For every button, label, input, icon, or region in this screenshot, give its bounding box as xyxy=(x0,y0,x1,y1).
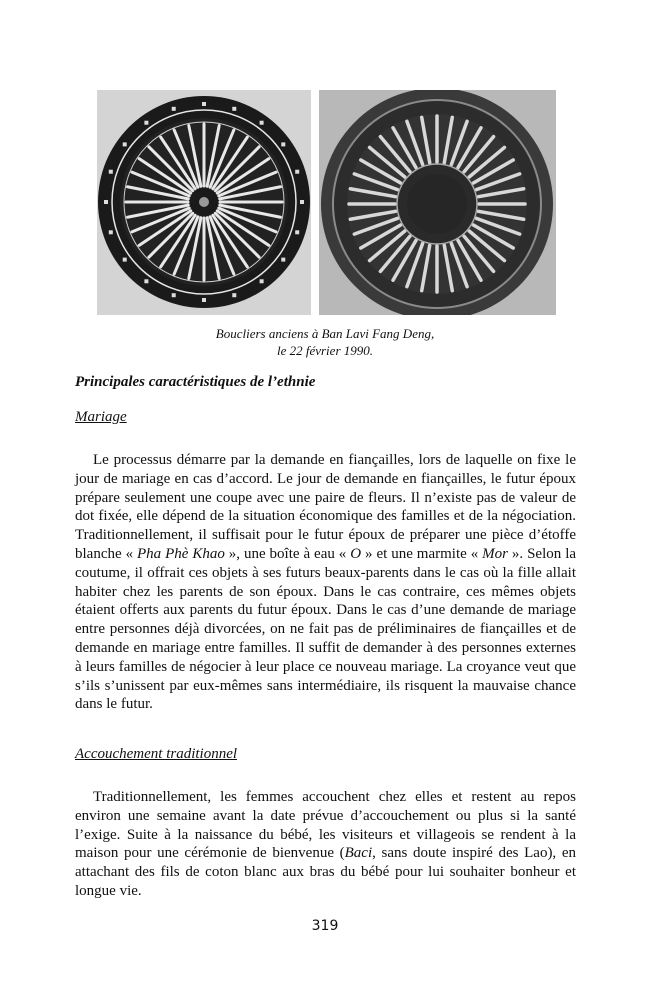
shield-photo-left xyxy=(97,90,311,315)
text-run: » et une marmite « xyxy=(361,545,483,562)
term-o: O xyxy=(350,545,362,562)
paragraph-mariage xyxy=(75,451,576,714)
shield-ornament xyxy=(295,230,299,234)
paragraph-accouchement xyxy=(75,788,576,901)
term-baci: Baci xyxy=(344,845,373,862)
text-run: Traditionnellement, les femmes accouchent chez elles et restent au repos environ une semaine avant la date prévue d’accouchement ou plus si la santé l’exige. Suite à la naissance du bébé, les visiteurs et villageois se rendent à la maison pour une cérémonie de bienvenue ( xyxy=(75,789,576,862)
shield-right-drawing xyxy=(319,90,556,315)
caption-line-2: le 22 février 1990. xyxy=(276,343,374,358)
shield-ornament xyxy=(104,200,108,204)
text-run: ». Selon la coutume, il offrait ces objets à ses futurs beaux-parents dans le cas où la fille allait habiter chez les parents de son époux. Dans le cas contraire, ces mêmes objets étaient offerts aux parents du futur époux. Dans le cas d’une demande de mariage entre personnes déjà divorcées, on ne fait pas de préliminaires de fiançailles et de demande en mariage entre familles. Il suffit de demander à des personnes externes à leurs familles de négocier à leur place ce nouveau mariage. La croyance veut que s’ils s’unissent par eux-mêmes sans intermédiaire, ils risquent la mauvaise chance dans le futur. xyxy=(75,545,577,713)
shield-ornament xyxy=(202,298,206,302)
figure-caption xyxy=(75,325,575,359)
shield-ornament xyxy=(144,121,148,125)
term-mor: Mor xyxy=(482,545,508,562)
shield-ornament xyxy=(123,258,127,262)
shield-ornament xyxy=(109,170,113,174)
page-number: 319 xyxy=(311,918,339,934)
shield-ornament xyxy=(172,107,176,111)
shield-ornament xyxy=(295,170,299,174)
shield-ornament xyxy=(281,142,285,146)
subheading-accouchement: Accouchement traditionnel xyxy=(75,746,238,762)
shield-ornament xyxy=(300,200,304,204)
shield-left-drawing xyxy=(97,90,311,315)
text-run: , sans doute inspiré des Lao), en attachant des fils de coton blanc aux bras du bébé pour lui souhaiter bonheur et longue vie. xyxy=(75,845,576,899)
shield-ornament xyxy=(172,293,176,297)
shield-ornament xyxy=(123,142,127,146)
shield-ornament xyxy=(109,230,113,234)
shield-ornament xyxy=(260,121,264,125)
shield-ornament xyxy=(232,107,236,111)
caption-line-1: Boucliers anciens à Ban Lavi Fang Deng, xyxy=(215,326,435,341)
shield-ornament xyxy=(260,279,264,283)
text-run: Le processus démarre par la demande en fiançailles, lors de laquelle on fixe le jour de mariage en cas d’accord. Le jour de demande en fiançailles, le futur époux prépare seulement une coupe avec une paire de fleurs. Il n’existe pas de valeur de dot fixée, elle dépend de la situation économique des familles et de la négociation. Traditionnellement, il suffisait pour le futur époux de préparer une pièce d’étoffe blanche « xyxy=(75,452,576,562)
shield-photo-right xyxy=(319,90,556,315)
subheading-mariage: Mariage xyxy=(75,409,127,425)
text-run: », une boîte à eau « xyxy=(224,545,351,562)
term-pha-phe-khao: Pha Phè Khao xyxy=(137,545,225,562)
shield-ornament xyxy=(281,258,285,262)
section-title: Principales caractéristiques de l’ethnie xyxy=(75,374,316,390)
shield-ornament xyxy=(232,293,236,297)
shield-ornament xyxy=(202,102,206,106)
shield-ornament xyxy=(144,279,148,283)
photo-row xyxy=(97,90,556,315)
